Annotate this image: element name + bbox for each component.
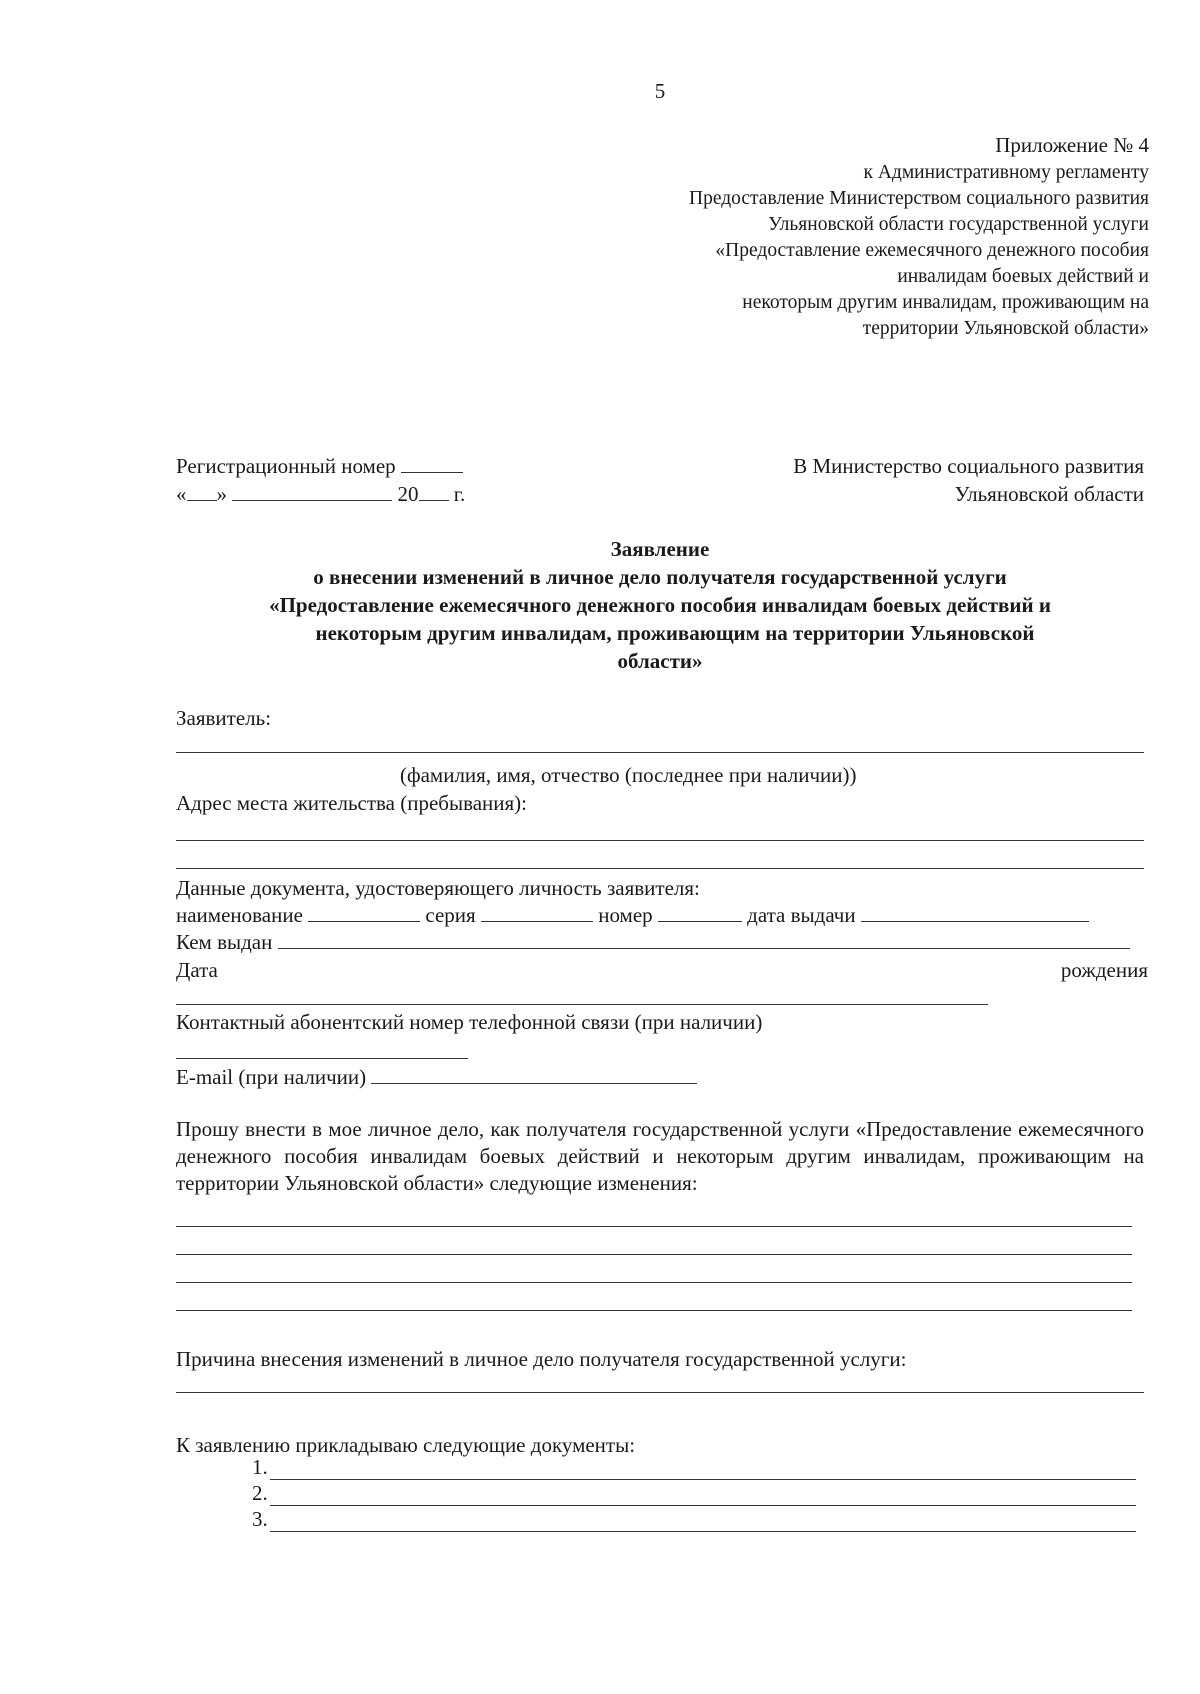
doc-series-field[interactable] — [481, 903, 593, 922]
id-document-row — [176, 902, 1089, 928]
appendix-line: Ульяновской области государственной услуги — [768, 214, 1149, 235]
registration-block — [176, 452, 576, 508]
appendix-title: Приложение № 4 — [995, 133, 1149, 157]
doc-number-field[interactable] — [658, 903, 742, 922]
issued-by-label: Кем выдан — [176, 930, 273, 954]
issued-by-row — [176, 929, 1130, 955]
attachment-item — [252, 1454, 1136, 1480]
email-row — [176, 1064, 697, 1090]
changes-field-4[interactable] — [176, 1310, 1132, 1311]
attachment-number: 3. — [252, 1507, 268, 1531]
phone-label: Контактный абонентский номер телефонной связи (при наличии) — [176, 1010, 763, 1034]
doc-name-label: наименование — [176, 903, 303, 927]
addressee-line: В Министерство социального развития — [793, 454, 1144, 478]
changes-field-1[interactable] — [176, 1226, 1132, 1227]
applicant-fio-field[interactable] — [176, 752, 1144, 753]
fio-caption: (фамилия, имя, отчество (последнее при наличии)) — [400, 763, 857, 787]
id-document-label: Данные документа, удостоверяющего личность заявителя: — [176, 876, 700, 900]
appendix-block — [589, 132, 1149, 342]
issued-by-field[interactable] — [278, 930, 1130, 949]
document-title — [160, 535, 1160, 675]
doc-name-field[interactable] — [308, 903, 420, 922]
reason-field[interactable] — [176, 1392, 1144, 1393]
attachment-field[interactable] — [270, 1459, 1136, 1480]
title-heading: Заявление — [610, 537, 710, 561]
title-line: области» — [617, 649, 703, 673]
attachments-label: К заявлению прикладываю следующие документы: — [176, 1433, 636, 1457]
reason-label: Причина внесения изменений в личное дело получателя государственной услуги: — [176, 1347, 907, 1371]
birth-date-field[interactable] — [176, 1004, 988, 1005]
appendix-line: территории Ульяновской области» — [862, 318, 1149, 339]
addressee-block — [584, 452, 1144, 508]
appendix-line: некоторым другим инвалидам, проживающим на — [742, 292, 1149, 313]
address-label: Адрес места жительства (пребывания): — [176, 791, 528, 815]
month-field[interactable] — [232, 482, 392, 501]
doc-issue-date-field[interactable] — [861, 903, 1089, 922]
attachment-item — [252, 1480, 1136, 1506]
doc-series-label: серия — [425, 903, 476, 927]
registration-number-label: Регистрационный номер — [176, 454, 396, 478]
changes-field-3[interactable] — [176, 1282, 1132, 1283]
attachment-number: 2. — [252, 1481, 268, 1505]
page-number: 5 — [654, 79, 666, 103]
attachments-list — [252, 1454, 1136, 1532]
attachment-field[interactable] — [270, 1485, 1136, 1506]
day-field[interactable] — [187, 482, 217, 501]
date-open-quote: « — [176, 482, 187, 506]
attachment-item — [252, 1506, 1136, 1532]
title-line: о внесении изменений в личное дело получателя государственной услуги — [313, 565, 1007, 589]
date-close-quote: » — [216, 482, 227, 506]
birth-date-label-right: рождения — [1060, 958, 1148, 982]
changes-field-2[interactable] — [176, 1254, 1132, 1255]
title-line: «Предоставление ежемесячного денежного пособия инвалидам боевых действий и — [269, 593, 1051, 617]
attachment-field[interactable] — [270, 1511, 1136, 1532]
address-field-1[interactable] — [176, 840, 1144, 841]
doc-issue-date-label: дата выдачи — [747, 903, 856, 927]
doc-number-label: номер — [598, 903, 653, 927]
appendix-line: «Предоставление ежемесячного денежного пособия — [715, 240, 1149, 261]
appendix-line: Предоставление Министерством социального развития — [689, 188, 1149, 209]
registration-number-field[interactable] — [401, 454, 463, 473]
title-line: некоторым другим инвалидам, проживающим на территории Ульяновской — [315, 621, 1035, 645]
email-label: E-mail (при наличии) — [176, 1065, 367, 1089]
appendix-line: инвалидам боевых действий и — [897, 266, 1149, 287]
request-paragraph: Прошу внести в мое личное дело, как получателя государственной услуги «Предоставление ежемесячного денежного пособия инвалидам боевых действий и некоторым другим инвалидам, проживающим на территории Ульяновской области» следующие изменения: — [176, 1117, 1144, 1195]
birth-date-label-left: Дата — [176, 958, 218, 982]
address-field-2[interactable] — [176, 868, 1144, 869]
email-field[interactable] — [371, 1065, 697, 1084]
year-suffix: г. — [453, 482, 466, 506]
appendix-line: к Административному регламенту — [863, 162, 1149, 183]
attachment-number: 1. — [252, 1455, 268, 1479]
phone-field[interactable] — [176, 1058, 468, 1059]
applicant-label: Заявитель: — [176, 706, 272, 730]
year-prefix: 20 — [397, 482, 419, 506]
addressee-line: Ульяновской области — [954, 482, 1144, 506]
year-field[interactable] — [419, 482, 449, 501]
